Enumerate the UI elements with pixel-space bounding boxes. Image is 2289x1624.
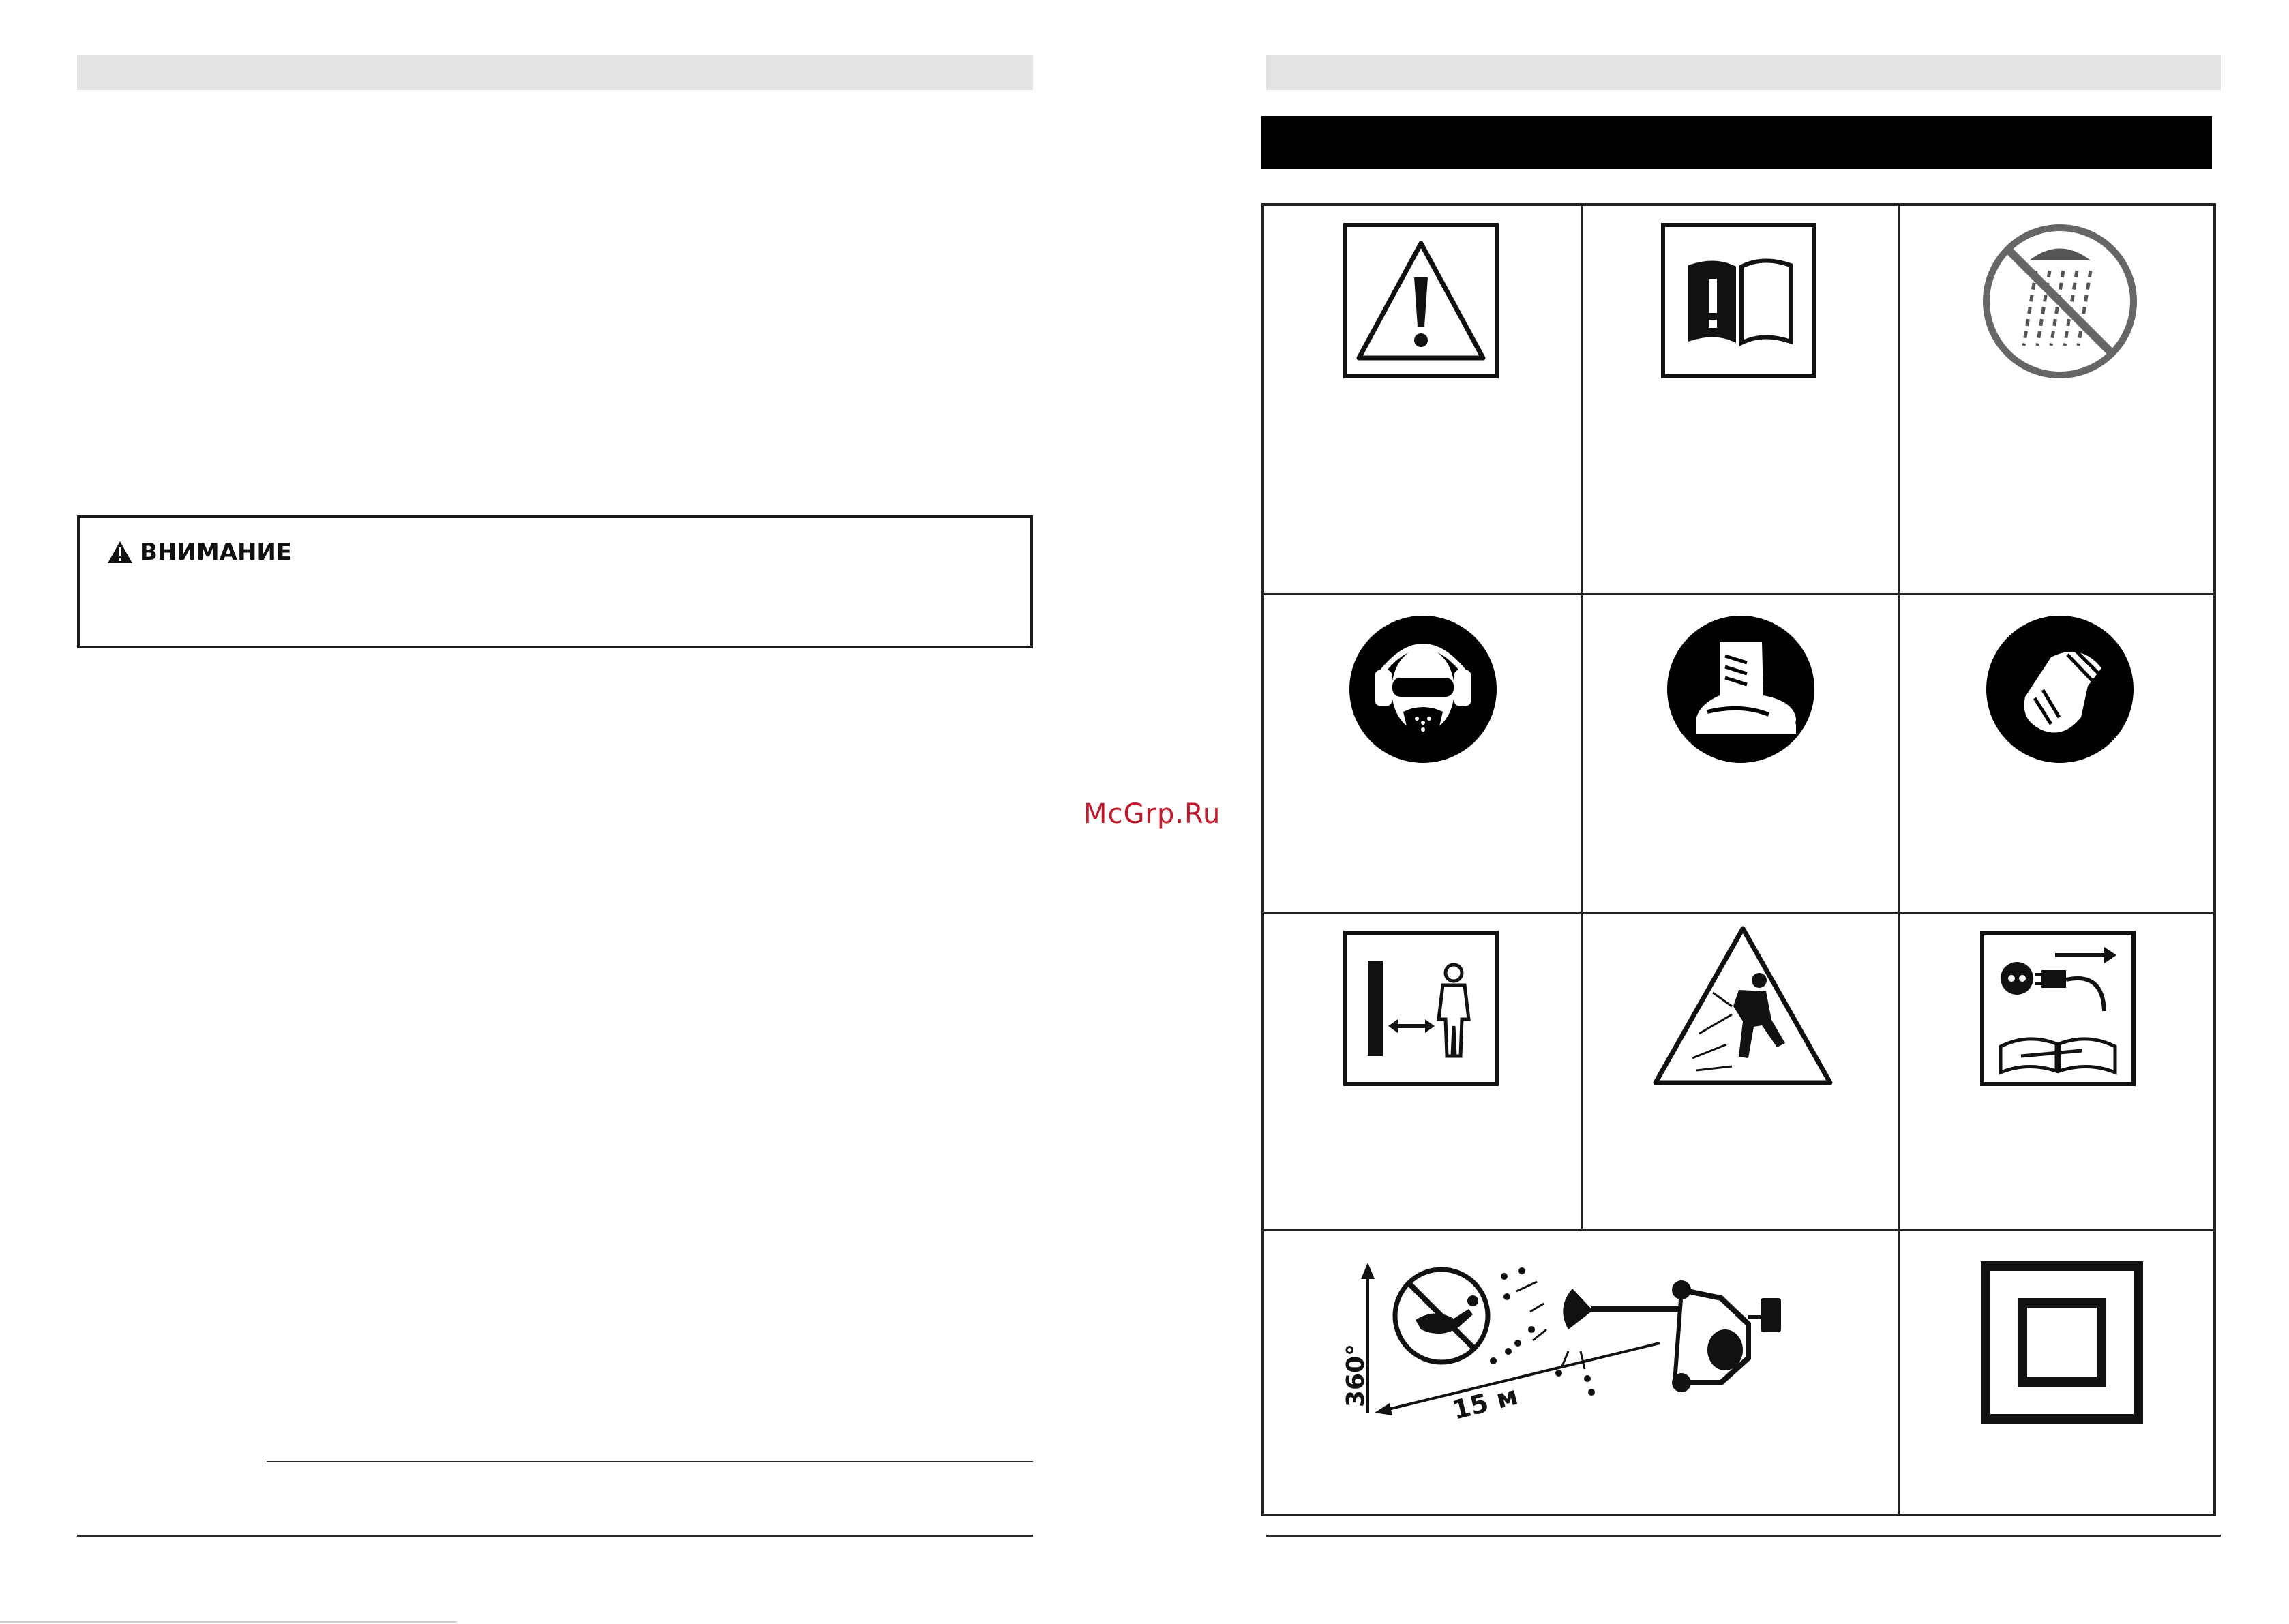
grid-hline-1 (1264, 593, 2213, 595)
symbol-cell-2 (1661, 223, 1816, 378)
symbol-cell-1 (1343, 223, 1499, 378)
left-page-edge (0, 1621, 457, 1623)
general-warning-icon (1343, 223, 1499, 378)
symbol-cell-4 (1349, 615, 1497, 764)
warning-box (77, 515, 1033, 648)
section-title-bar (1261, 116, 2212, 169)
left-footer-rule (77, 1535, 1033, 1537)
symbol-cell-3 (1981, 223, 2138, 380)
grid-vline-1 (1581, 206, 1583, 1230)
unplug-before-maintenance-icon (1980, 931, 2136, 1086)
distance-label: 15 м (1449, 1380, 1521, 1426)
symbol-cell-5 (1666, 615, 1815, 764)
double-insulation-icon (1980, 1261, 2144, 1424)
symbol-cell-11 (1980, 1261, 2144, 1424)
wear-safety-boots-icon (1666, 615, 1815, 764)
symbol-cell-8 (1651, 924, 1834, 1087)
keep-distance-icon (1343, 931, 1499, 1086)
symbol-cell-9 (1980, 931, 2136, 1086)
right-footer-rule (1266, 1535, 2221, 1537)
wear-eye-ear-mask-protection-icon (1349, 615, 1497, 764)
symbol-cell-10 (1339, 1249, 1844, 1426)
read-manual-icon (1661, 223, 1816, 378)
left-footnote-rule (267, 1461, 1033, 1462)
angle-label: 360° (1342, 1343, 1370, 1407)
bystander-distance-icon (1339, 1249, 1844, 1426)
wear-gloves-icon (1986, 615, 2134, 764)
grid-hline-2 (1264, 912, 2213, 914)
symbols-grid (1261, 203, 2216, 1516)
warning-triangle-icon (107, 541, 133, 564)
no-rain-icon (1981, 223, 2138, 380)
flying-objects-hazard-icon (1651, 924, 1834, 1087)
warning-title-text: ВНИМАНИЕ (140, 539, 293, 566)
grid-vline-2 (1898, 206, 1900, 1514)
symbol-cell-6 (1986, 615, 2134, 764)
right-header-bar (1266, 55, 2221, 90)
symbol-cell-7 (1343, 931, 1499, 1086)
left-header-bar (77, 55, 1033, 90)
warning-title (107, 539, 292, 566)
grid-hline-3 (1264, 1229, 2213, 1231)
watermark: McGrp.Ru (1083, 798, 1221, 830)
